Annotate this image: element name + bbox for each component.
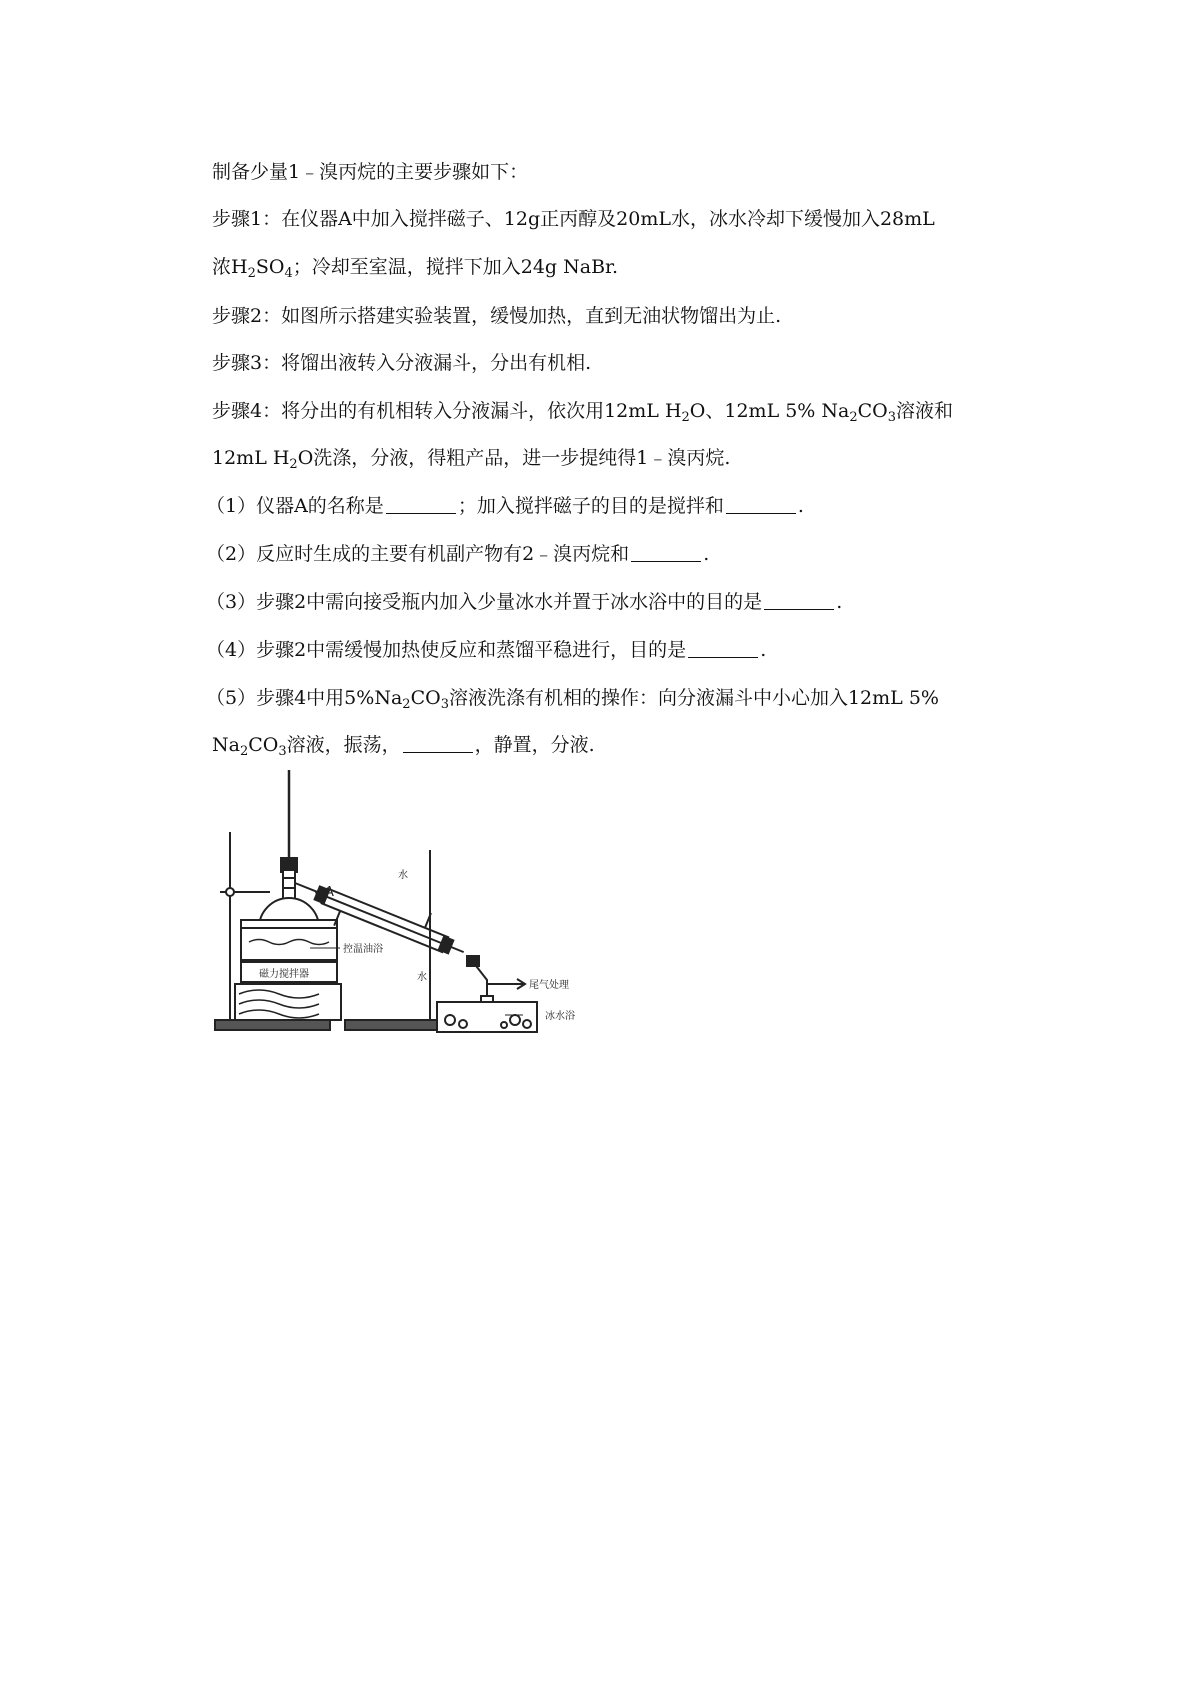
step4-line2: 12mL $H_2O$洗涤，分液，得粗产品，进一步提纯得1﹣溴丙烷. (212, 447, 731, 472)
label-oil-bath: 控温油浴 (343, 944, 383, 955)
question-2: （2）反应时生成的主要有机副产物有2﹣溴丙烷和 . (206, 543, 710, 565)
label-water-bottom: 水 (417, 972, 427, 983)
step1-line1: 步骤1：在仪器A中加入搅拌磁子、12g正丙醇及20mL水，冰水冷却下缓慢加入28mL (212, 208, 935, 230)
distillation-apparatus-figure (205, 770, 625, 1035)
question-3: （3）步骤2中需向接受瓶内加入少量冰水并置于冰水浴中的目的是 . (206, 591, 843, 613)
question-4: （4）步骤2中需缓慢加热使反应和蒸馏平稳进行，目的是 . (206, 639, 767, 661)
step4-line1: 步骤4：将分出的有机相转入分液漏斗，依次用12mL $H_2O$、12mL 5% $Na_2CO_3$溶液和 (212, 400, 954, 425)
question-5-line2: $Na_2CO_3$溶液，振荡， ，静置，分液. (212, 734, 595, 759)
label-water-top: 水 (398, 870, 408, 881)
label-tail-gas: 尾气处理 (529, 980, 569, 991)
step2-line: 步骤2：如图所示搭建实验装置，缓慢加热，直到无油状物馏出为止. (212, 305, 782, 327)
step1-line2: 浓$H_2SO_4$；冷却至室温，搅拌下加入24g NaBr. (212, 256, 619, 281)
ice-water-bath (437, 1002, 537, 1032)
intro-line: 制备少量1﹣溴丙烷的主要步骤如下： (212, 161, 529, 183)
label-magnetic-stirrer: 磁力搅拌器 (259, 969, 309, 980)
label-flask-a: A (325, 885, 334, 900)
label-ice-bath: 冰水浴 (545, 1011, 575, 1022)
question-1: （1）仪器A的名称是 ；加入搅拌磁子的目的是搅拌和 . (206, 495, 804, 517)
left-stand-base (215, 1020, 330, 1030)
step3-line: 步骤3：将馏出液转入分液漏斗，分出有机相. (212, 352, 592, 374)
answer-blank-1b[interactable] (726, 495, 796, 514)
question-5-line1: （5）步骤4中用$5\%Na_2CO_3$溶液洗涤有机相的操作：向分液漏斗中小心加入12mL 5% (206, 687, 939, 712)
answer-blank-1a[interactable] (386, 495, 456, 514)
answer-blank-3[interactable] (764, 591, 834, 610)
answer-blank-4[interactable] (688, 639, 758, 658)
answer-blank-5[interactable] (403, 734, 473, 753)
answer-blank-2[interactable] (631, 543, 701, 562)
